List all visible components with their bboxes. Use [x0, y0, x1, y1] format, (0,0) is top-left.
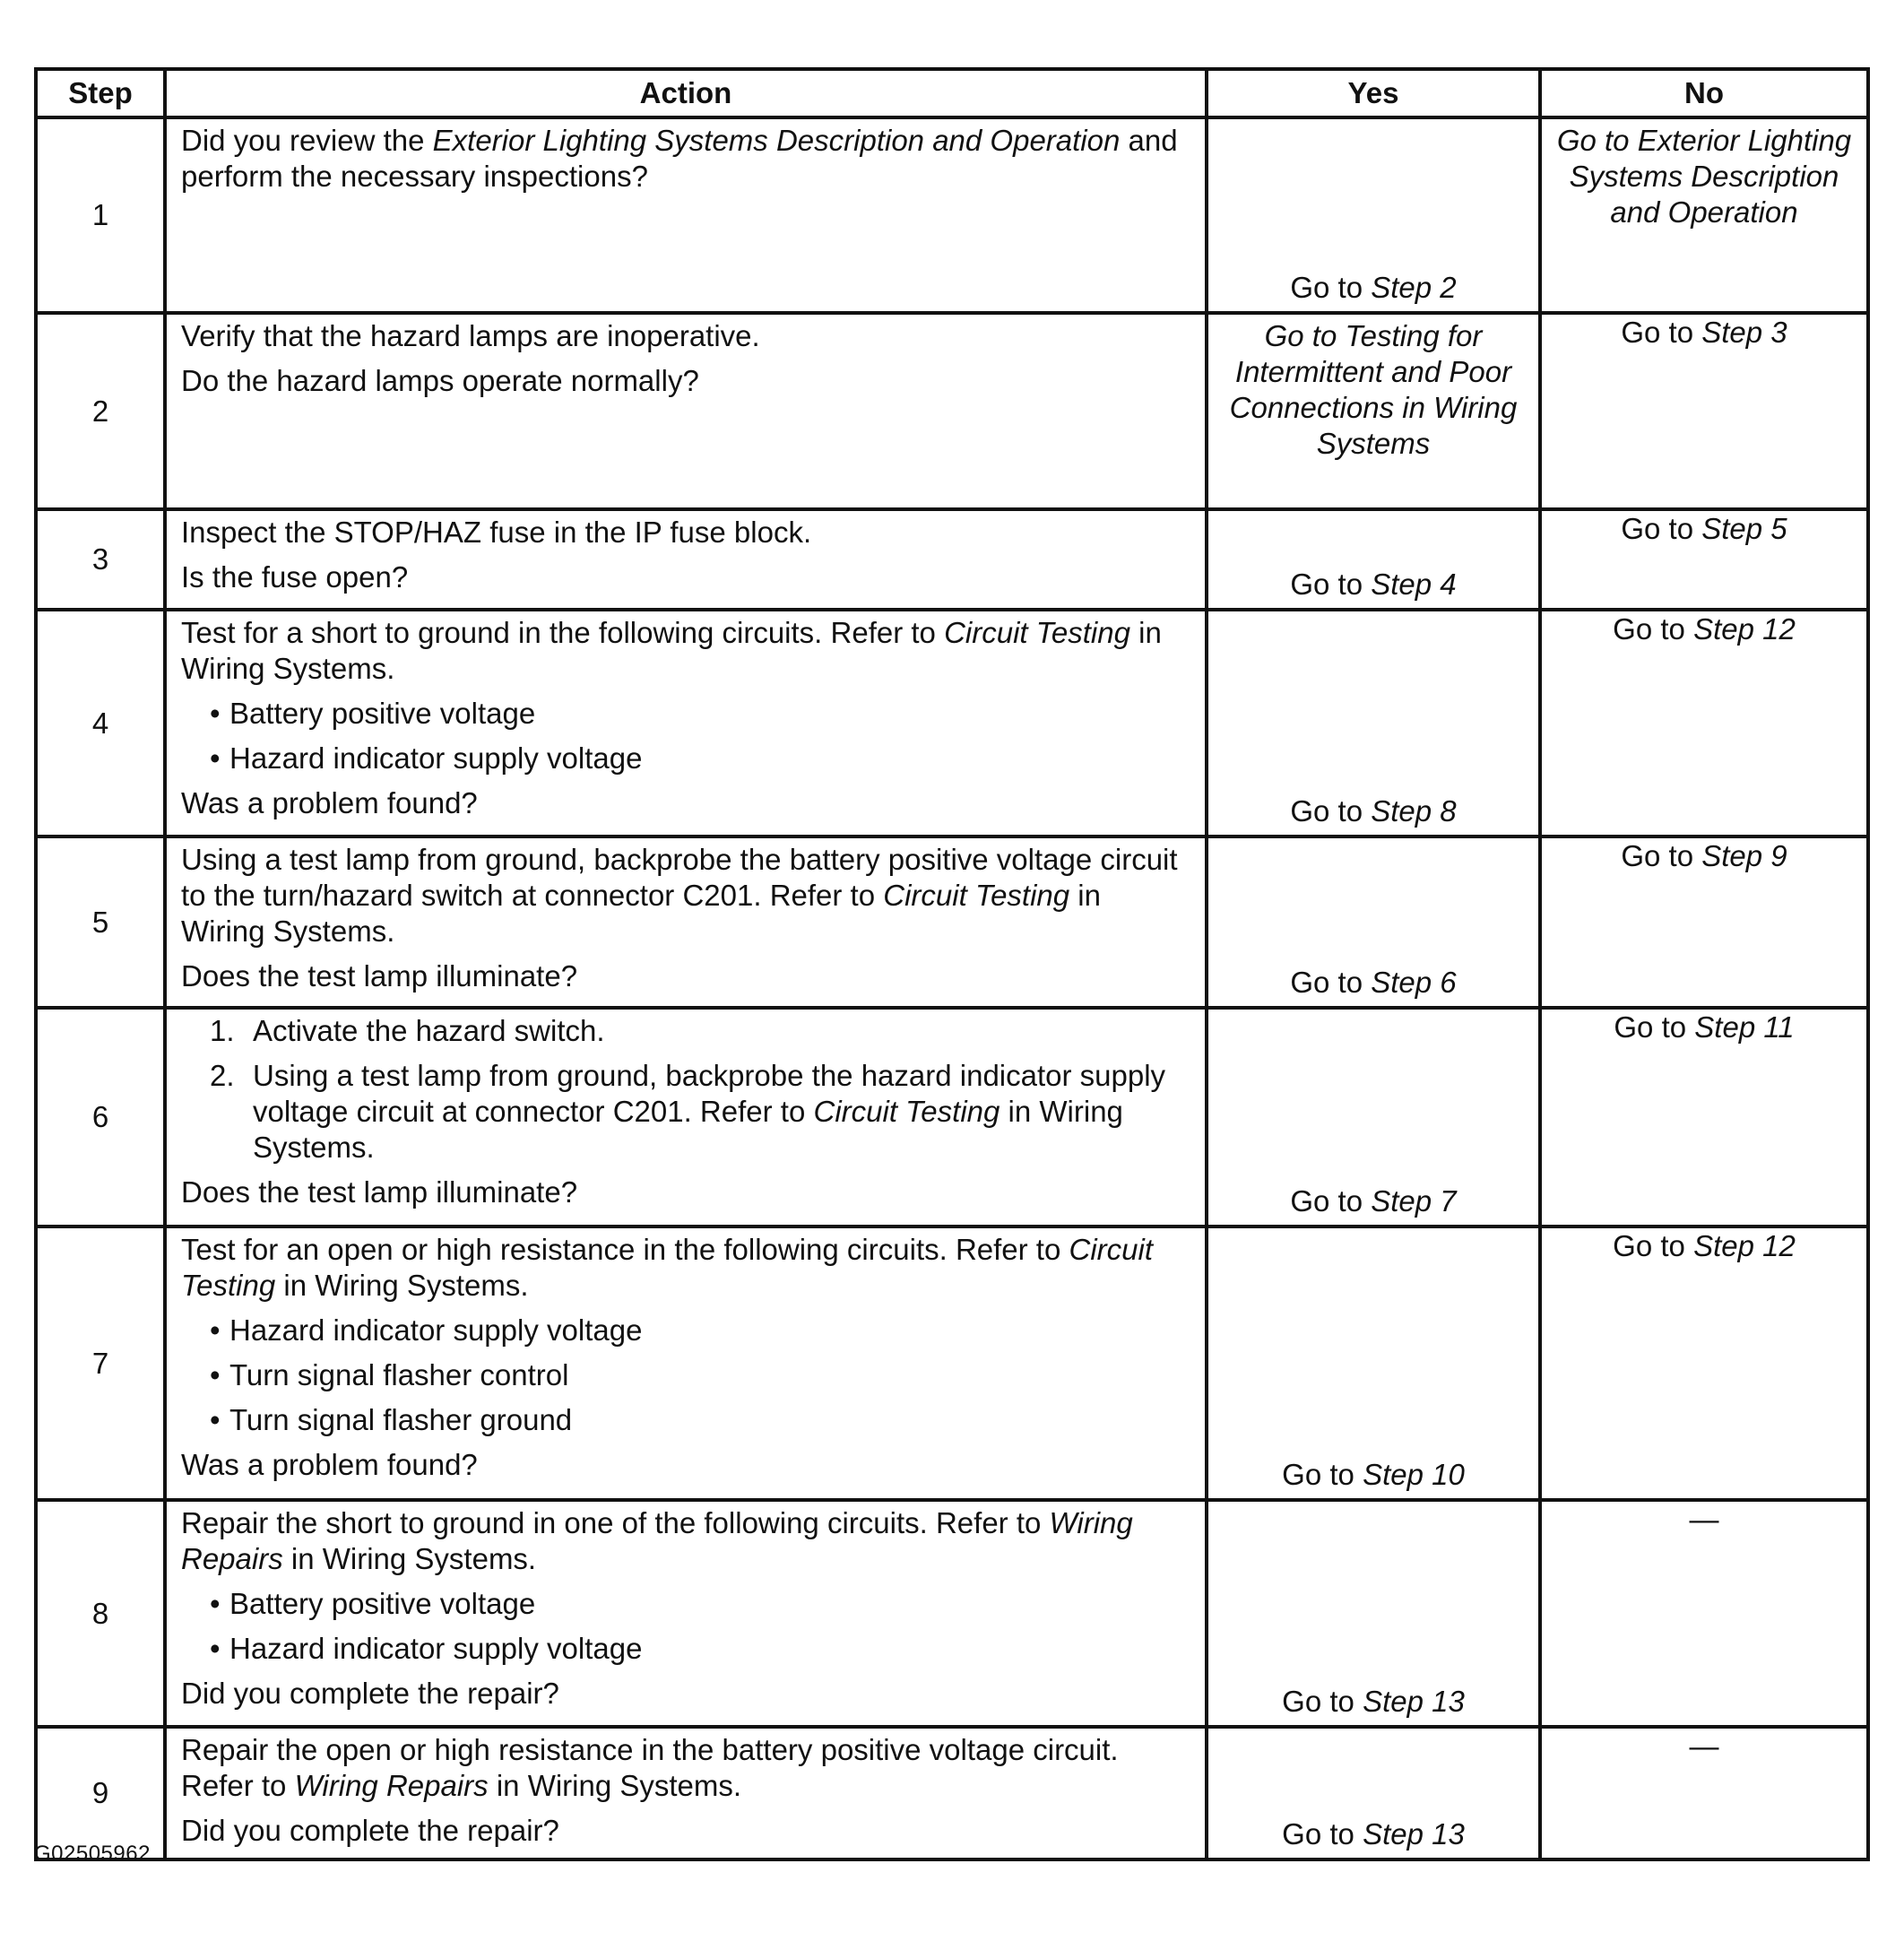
table-row [36, 1727, 1868, 1859]
list-item: 1. Activate the hazard switch. [210, 1014, 605, 1047]
list-item: • Battery positive voltage [181, 1586, 1190, 1622]
table-row [36, 1008, 1868, 1227]
step-number: 3 [36, 509, 165, 610]
list-item: • Turn signal flasher control [181, 1357, 1190, 1393]
table-row [36, 1227, 1868, 1500]
no-text: Go to Step 9 [1621, 839, 1787, 872]
action-text: Test for a short to ground in the following circuits. Refer to Circuit Testing in Wiring Systems. [181, 616, 1162, 685]
step-number: 7 [36, 1227, 165, 1500]
yes-cell [1207, 1227, 1540, 1500]
action-text: Repair the short to ground in one of the following circuits. Refer to Wiring Repairs in Wiring Systems. [181, 1506, 1133, 1575]
no-text: Go to Step 5 [1621, 512, 1787, 545]
action-question: Was a problem found? [181, 1448, 478, 1481]
table-row [36, 836, 1868, 1008]
yes-cell [1207, 1500, 1540, 1727]
yes-text: Go to Step 6 [1290, 966, 1457, 999]
action-question: Does the test lamp illuminate? [181, 959, 578, 993]
numbered-step-text: Using a test lamp from ground, backprobe the hazard indicator supply voltage circuit at connector C201. Refer to Circuit Testing in Wiring Systems. [253, 1059, 1166, 1164]
diagnostic-table [34, 67, 1870, 1861]
action-question: Did you complete the repair? [181, 1677, 559, 1710]
list-item: • Battery positive voltage [181, 696, 1190, 732]
no-cell [1540, 610, 1868, 836]
action-cell [165, 1727, 1207, 1859]
no-cell [1540, 117, 1868, 313]
figure-id: G02505962 [34, 1842, 151, 1866]
yes-text: Go to Testing for Intermittent and Poor Connections in Wiring Systems [1229, 319, 1518, 460]
no-text: — [1689, 1729, 1719, 1763]
action-cell [165, 117, 1207, 313]
step-number: 5 [36, 836, 165, 1008]
action-text: Repair the open or high resistance in the battery positive voltage circuit. Refer to Wiring Repairs in Wiring Systems. [181, 1733, 1119, 1802]
list-item: • Hazard indicator supply voltage [181, 741, 1190, 776]
yes-cell [1207, 1727, 1540, 1859]
step-number: 9 [36, 1727, 165, 1859]
yes-cell [1207, 313, 1540, 509]
step-number: 2 [36, 313, 165, 509]
step-number: 4 [36, 610, 165, 836]
list-item: 2. Using a test lamp from ground, backprobe the hazard indicator supply voltage circuit at connector C201. Refer to Circuit Testing in Wiring Systems. [210, 1059, 1166, 1164]
header-action: Action [165, 69, 1207, 117]
table-row [36, 509, 1868, 610]
no-text: Go to Step 11 [1614, 1010, 1795, 1044]
header-step: Step [36, 69, 165, 117]
no-cell [1540, 313, 1868, 509]
yes-text: Go to Step 7 [1290, 1184, 1457, 1218]
action-cell [165, 1500, 1207, 1727]
header-no: No [1540, 69, 1868, 117]
table-row [36, 610, 1868, 836]
yes-cell [1207, 509, 1540, 610]
list-item: • Hazard indicator supply voltage [181, 1631, 1190, 1667]
no-cell [1540, 1227, 1868, 1500]
action-cell [165, 313, 1207, 509]
no-cell [1540, 1727, 1868, 1859]
yes-text: Go to Step 13 [1282, 1685, 1465, 1718]
header-row [36, 69, 1868, 117]
action-question: Was a problem found? [181, 786, 478, 819]
table-row [36, 117, 1868, 313]
yes-cell [1207, 117, 1540, 313]
list-item: • Hazard indicator supply voltage [181, 1313, 1190, 1348]
action-cell [165, 509, 1207, 610]
yes-cell [1207, 610, 1540, 836]
no-cell [1540, 836, 1868, 1008]
action-question: Do the hazard lamps operate normally? [181, 364, 699, 397]
step-number: 1 [36, 117, 165, 313]
yes-cell [1207, 836, 1540, 1008]
action-cell [165, 836, 1207, 1008]
action-cell [165, 1227, 1207, 1500]
action-question: Does the test lamp illuminate? [181, 1175, 578, 1209]
action-cell [165, 610, 1207, 836]
action-cell [165, 1008, 1207, 1227]
table-row [36, 1500, 1868, 1727]
action-text: Did you review the Exterior Lighting Systems Description and Operation and perform the necessary inspections? [181, 124, 1178, 193]
no-text: Go to Step 3 [1621, 316, 1787, 349]
no-text: Go to Step 12 [1613, 612, 1796, 646]
no-cell [1540, 1008, 1868, 1227]
no-cell [1540, 1500, 1868, 1727]
yes-cell [1207, 1008, 1540, 1227]
header-yes: Yes [1207, 69, 1540, 117]
yes-text: Go to Step 2 [1290, 271, 1457, 304]
table-row [36, 313, 1868, 509]
action-text: Inspect the STOP/HAZ fuse in the IP fuse block. [181, 516, 812, 549]
list-item: • Turn signal flasher ground [181, 1402, 1190, 1438]
no-text: Go to Step 12 [1613, 1229, 1796, 1262]
action-text: Using a test lamp from ground, backprobe the battery positive voltage circuit to the turn/hazard switch at connector C201. Refer to Circuit Testing in Wiring Systems. [181, 843, 1178, 948]
yes-text: Go to Step 13 [1282, 1817, 1465, 1851]
action-text: Test for an open or high resistance in the following circuits. Refer to Circuit Testing in Wiring Systems. [181, 1233, 1154, 1302]
numbered-step-text: Activate the hazard switch. [253, 1014, 605, 1047]
action-question: Is the fuse open? [181, 560, 409, 594]
no-cell [1540, 509, 1868, 610]
step-number: 6 [36, 1008, 165, 1227]
step-number: 8 [36, 1500, 165, 1727]
action-text: Verify that the hazard lamps are inoperative. [181, 319, 760, 352]
yes-text: Go to Step 10 [1282, 1458, 1465, 1491]
action-question: Did you complete the repair? [181, 1814, 559, 1847]
no-text: Go to Exterior Lighting Systems Description and Operation [1556, 124, 1852, 229]
yes-text: Go to Step 4 [1290, 568, 1457, 601]
yes-text: Go to Step 8 [1290, 794, 1457, 828]
no-text: — [1689, 1503, 1719, 1536]
